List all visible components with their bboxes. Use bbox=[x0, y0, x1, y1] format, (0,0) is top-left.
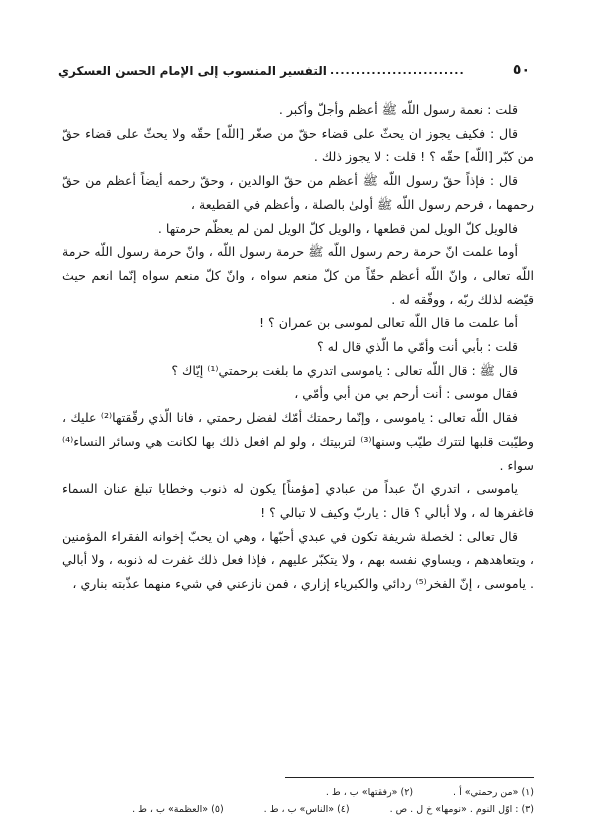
main-text bbox=[62, 98, 534, 596]
paragraph: ياموسى ، اتدري انّ عبداً من عبادي [مؤمناً] يكون له ذنوب وخطايا تبلغ عنان السماء فاغفرها له ، ولا أبالي ؟ قال : ياربّ وكيف لا تبالي ؟ ! bbox=[62, 481, 534, 520]
footnote: (١) «من رحمتي» أ . bbox=[453, 787, 534, 798]
footnote: (٤) «الناس» ب ، ط . bbox=[263, 804, 350, 815]
footnote: (٣) : اوّل النوم . «نومها» خ ل . ص . bbox=[389, 804, 534, 815]
paragraph: قال : فكيف يجوز ان يحثّ على قضاء حقّ من صغّر [اللّه] حقّه ولا يحثّ على قضاء حقّ من كبّر [اللّه] حقّه ؟ ! قلت : لا يجوز ذلك . bbox=[62, 125, 534, 165]
paragraph: أوما علمت انّ حرمة رحم رسول اللّه ﷺ حرمة رسول اللّه ، وانّ حرمة رسول اللّه حرمة اللّه تعالى ، وانّ اللّه أعظم حقّاً من كلّ منعم سواه ، وانّ كلّ منعم سواه إنّما انعم حيث قيّضه لذلك ربّه ، ووفّقه له . bbox=[62, 244, 534, 307]
paragraph: قلت : نعمة رسول اللّه ﷺ أعظم وأجلّ وأكبر . bbox=[278, 102, 518, 117]
paragraph: فقال اللّه تعالى : ياموسى ، وإنّما رحمتك أمّك لفضل رحمتي ، فانا الّذي رقّقتها⁽²⁾ عليك ، وطيّبت قلبها لتترك طيّب وسنها⁽³⁾ لتربيتك ، ولو لم افعل ذلك بها لكانت هي وسائر النساء⁽⁴⁾ سواء . bbox=[62, 410, 534, 473]
paragraph: قلت : بأبي أنت وأمّي ما الّذي قال له ؟ bbox=[316, 339, 518, 355]
footnotes bbox=[62, 784, 534, 818]
header-dots: .......................... bbox=[330, 64, 465, 77]
footnote-divider bbox=[285, 777, 534, 778]
paragraph: فقال موسى : أنت أرحم بي من أبي وأمّي ، bbox=[294, 386, 518, 402]
footnote: (٢) «رفقتها» ب ، ط . bbox=[325, 787, 414, 798]
paragraph: أما علمت ما قال اللّه تعالى لموسى بن عمران ؟ ! bbox=[258, 315, 518, 331]
paragraph: قال : فإذاً حقّ رسول اللّه ﷺ أعظم من حقّ الوالدين ، وحقّ رحمه أيضاً أعظم من حقّ رحمهما ، فرحم رسول اللّه ﷺ أولىٰ بالصلة ، وأعظم في القطيعة ، bbox=[62, 173, 534, 212]
page-header bbox=[58, 62, 530, 84]
footnote-row bbox=[62, 784, 534, 801]
running-title: التفسير المنسوب إلى الإمام الحسن العسكري bbox=[58, 64, 327, 78]
page-number: ٥٠ bbox=[512, 62, 530, 78]
paragraph: قال ﷺ : قال اللّه تعالى : ياموسى اتدري ما بلغت برحمتي⁽¹⁾ إيّاك ؟ bbox=[171, 362, 518, 378]
footnote: (٥) «العظمة» ب ، ط . bbox=[132, 804, 224, 815]
paragraph: فالويل كلّ الويل لمن قطعها ، والويل كلّ الويل لمن لم يعظّم حرمتها . bbox=[157, 220, 518, 236]
footnote-row bbox=[62, 801, 534, 818]
paragraph: قال تعالى : لخصلة شريفة تكون في عبدي أحبّها ، وهي ان يحبّ إخوانه الفقراء المؤمنين ، ويتعاهدهم ، ويساوي نفسه بهم ، ولا يتكبّر عليهم ، فإذا فعل ذلك غفرت له ذنوبه ، ولا أبالي . ياموسى ، إنّ الفخر⁽⁵⁾ ردائي والكبرياء إزاري ، فمن نازعني في شيء منهما عذّبته بناري ، bbox=[62, 528, 534, 592]
